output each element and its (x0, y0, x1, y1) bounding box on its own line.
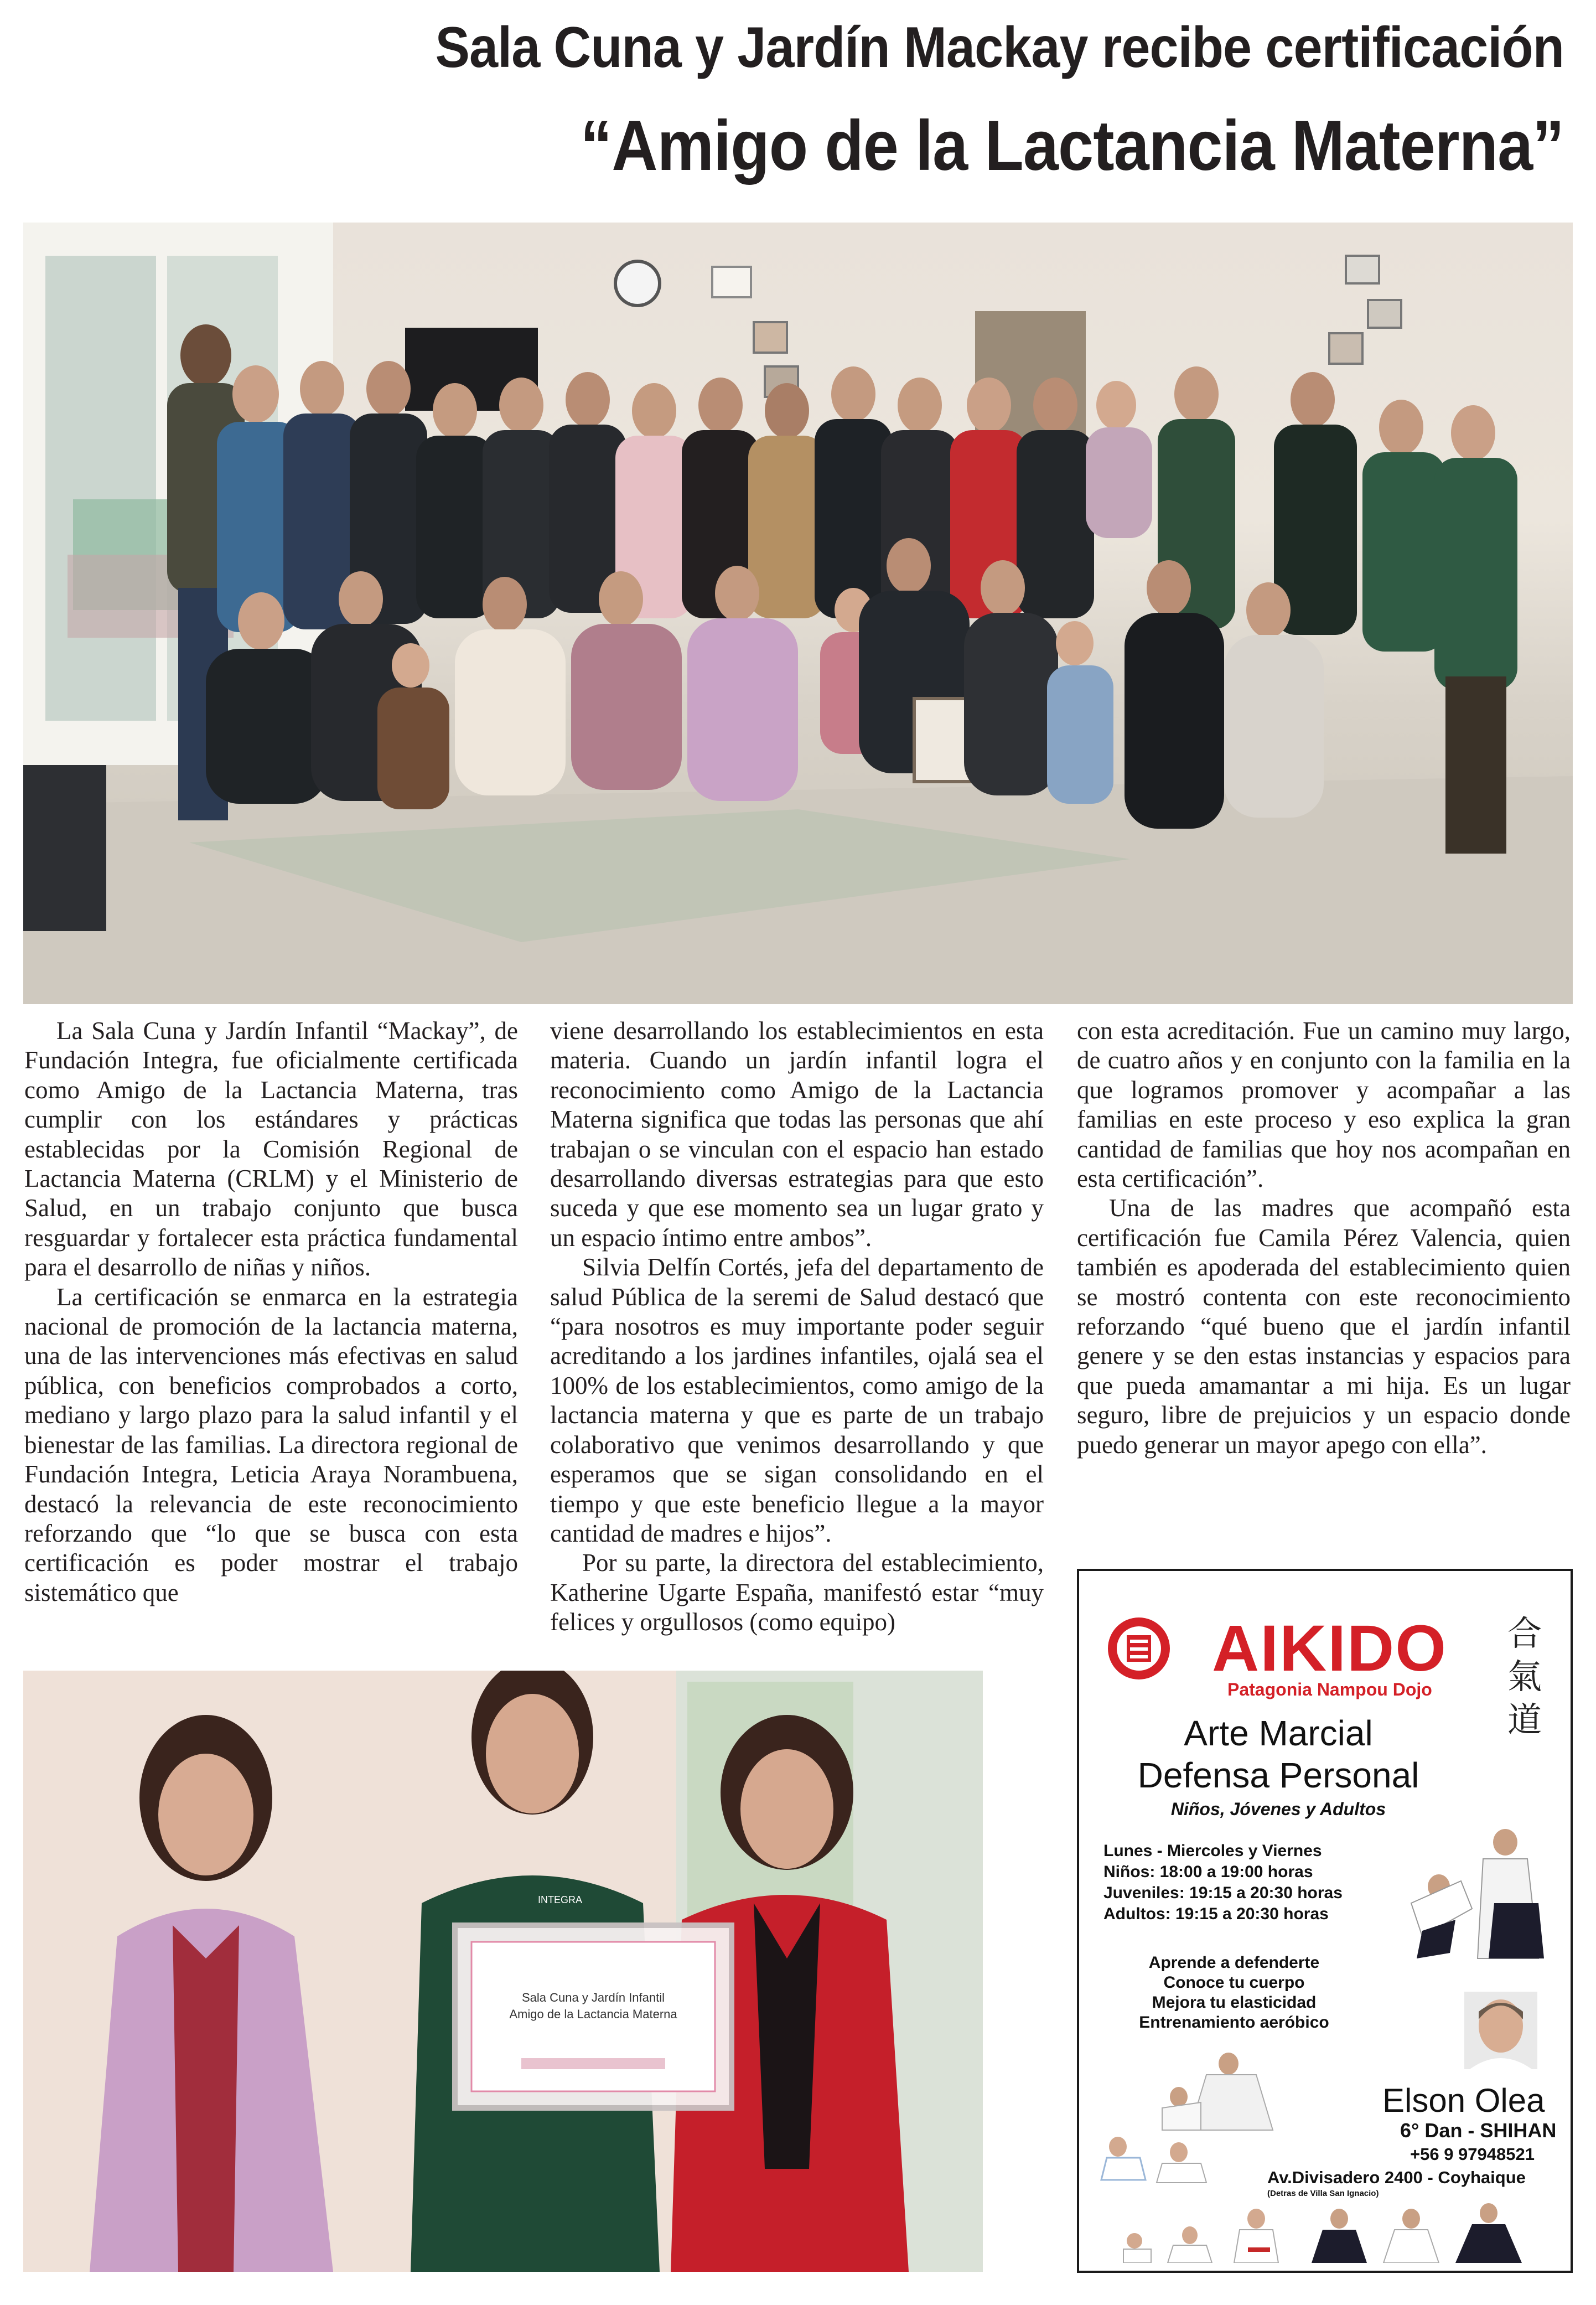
ad-audience: Niños, Jóvenes y Adultos (1170, 1799, 1386, 1819)
ad-line-arte-marcial: Arte Marcial (1184, 1713, 1373, 1753)
headline-line-2: “Amigo de la Lactancia Materna” (580, 106, 1564, 185)
article-column-3 (1077, 1016, 1571, 1460)
group-photo (23, 223, 1573, 1004)
certificate-line-2: Amigo de la Lactancia Materna (509, 2007, 677, 2021)
certificate-line-1: Sala Cuna y Jardín Infantil (521, 1991, 665, 2004)
schedule-days: Lunes - Miercoles y Viernes (1103, 1842, 1322, 1860)
headline-line-1: Sala Cuna y Jardín Mackay recibe certificación (435, 15, 1564, 80)
certificate-photo (23, 1671, 983, 2272)
ad-title: AIKIDO (1212, 1612, 1447, 1685)
benefit-4: Entrenamiento aeróbico (1139, 2013, 1329, 2032)
contact-phone: +56 9 97948521 (1410, 2144, 1535, 2164)
instructor-name: Elson Olea (1382, 2082, 1545, 2119)
benefit-1: Aprende a defenderte (1148, 1953, 1320, 1972)
students-row-illustration (1112, 2197, 1555, 2263)
aikido-pose-illustration (1146, 2047, 1312, 2136)
ad-subtitle: Patagonia Nampou Dojo (1227, 1679, 1432, 1699)
dojo-logo-icon (1106, 1615, 1172, 1682)
dojo-address: Av.Divisadero 2400 - Coyhaique (1267, 2168, 1526, 2187)
instructor-rank: 6° Dan - SHIHAN (1400, 2119, 1557, 2142)
article-paragraph: La Sala Cuna y Jardín Infantil “Mackay”, de Fundación Integra, fue oficialmente certificada como Amigo de la Lactancia Materna, tras cumplir con los estándares y prácticas establecidas por la Comisión Regional de Lactancia Materna (CRLM) y el Ministerio de Salud, en un trabajo conjunto que busca resguardar y fortalecer esta práctica fundamental para el desarrollo de niñas y niños. (24, 1017, 518, 1281)
article-paragraph: La certificación se enmarca en la estrategia nacional de promoción de la lactancia materna, una de las intervenciones más efectivas en salud pública, con beneficios comprobados a corto, mediano y largo plazo para la salud infantil y el bienestar de las familias. La directora regional de Fundación Integra, Leticia Araya Norambuena, destacó la relevancia de este reconocimiento reforzando que “lo que se busca con esta certificación es poder mostrar el trabajo sistemático que (24, 1283, 518, 1606)
integra-badge: INTEGRA (538, 1894, 583, 1905)
article-paragraph: Silvia Delfín Cortés, jefa del departamento de salud Pública de la seremi de Salud destacó que “para nosotros es muy importante poder seguir acreditando a los jardines infantiles, ojalá sea el 100% de los establecimientos, como amigo de la lactancia materna y que es parte de un trabajo colaborativo que venimos desarrollando y que esperamos que se sigan consolidando en el tiempo y que este beneficio llegue a la mayor cantidad de madres e hijos”. (550, 1253, 1044, 1547)
article-paragraph: Por su parte, la directora del establecimiento, Katherine Ugarte España, manifestó estar “muy felices y orgullosos (como equipo) (550, 1549, 1044, 1636)
dojo-address-note: (Detras de Villa San Ignacio) (1267, 2189, 1379, 2198)
article-paragraph: Una de las madres que acompañó esta certificación fue Camila Pérez Valencia, quien también es apoderada del establecimiento quien se mostró contenta con este reconocimiento reforzando “qué bueno que el jardín infantil genere y se den estas instancias y espacios para que pueda amamantar a mi hija. Es un lugar seguro, libre de prejuicios y un espacio donde puedo generar un mayor apego con ella”. (1077, 1194, 1571, 1459)
article-paragraph: con esta acreditación. Fue un camino muy largo, de cuatro años y en conjunto con la familia en la que logramos promover y acompañar a las familias en este proceso y eso explica la gran cantidad de familias que hoy nos acompañan en esta certificación”. (1077, 1017, 1571, 1193)
aikido-throw-illustration (1400, 1820, 1550, 1964)
schedule-youth: Juveniles: 19:15 a 20:30 horas (1103, 1884, 1343, 1902)
article-column-2 (550, 1016, 1044, 1637)
kids-training-illustration (1096, 2125, 1262, 2185)
aikido-kanji: 合氣道 (1507, 1613, 1542, 1740)
benefit-3: Mejora tu elasticidad (1152, 1993, 1317, 2012)
group-photo-illustration (23, 223, 1573, 1004)
instructor-photo (1464, 1992, 1537, 2069)
article-column-1 (24, 1016, 518, 1608)
article-paragraph: viene desarrollando los establecimientos en esta materia. Cuando un jardín infantil logra el reconocimiento como Amigo de la Lactancia Materna significa que todas las personas que ahí trabajan o se vinculan con el espacio han estado desarrollando diversas estrategias para que esto suceda y que ese momento sea un lugar grato y un espacio íntimo entre ambos”. (550, 1017, 1044, 1252)
certificate-photo-illustration (23, 1671, 983, 2272)
aikido-advertisement (1077, 1569, 1573, 2273)
schedule-adults: Adultos: 19:15 a 20:30 horas (1103, 1905, 1329, 1923)
ad-line-defensa-personal: Defensa Personal (1137, 1755, 1419, 1795)
schedule-kids: Niños: 18:00 a 19:00 horas (1103, 1863, 1313, 1881)
benefit-2: Conoce tu cuerpo (1163, 1973, 1305, 1992)
